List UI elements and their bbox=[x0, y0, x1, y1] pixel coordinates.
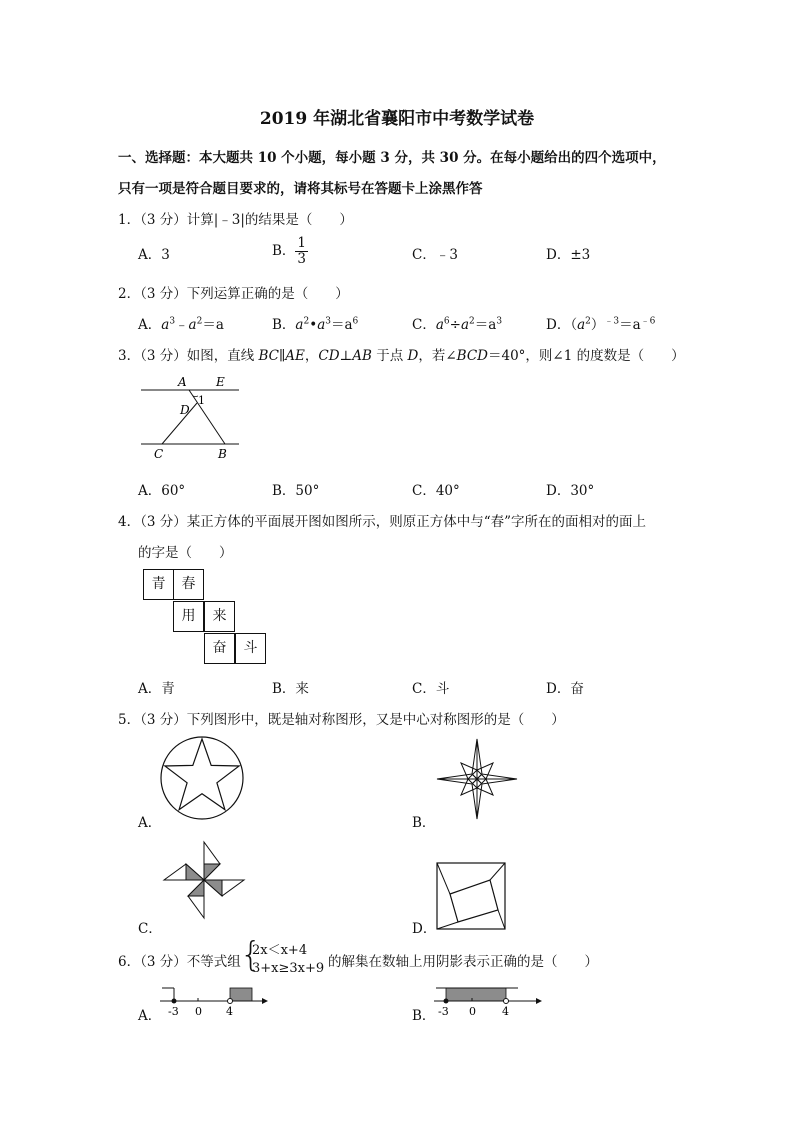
q1-option-b-label: B． bbox=[272, 243, 296, 259]
q4-stem-line2: 的字是（ ） bbox=[138, 545, 233, 561]
q4-option-b[interactable]: B．来 bbox=[272, 681, 309, 697]
q6b-axis-arrow bbox=[536, 998, 542, 1004]
q5d-line-3 bbox=[498, 910, 505, 929]
q5a-circle bbox=[161, 737, 243, 819]
q5a-star bbox=[165, 739, 239, 810]
q6-stem-prefix: 6．（3 分）不等式组 bbox=[118, 954, 241, 970]
q5-figure-d bbox=[436, 862, 508, 932]
q6a-axis-arrow bbox=[262, 998, 268, 1004]
q5d-line-2 bbox=[490, 863, 505, 880]
q4-cell-dou: 斗 bbox=[235, 633, 266, 664]
q5-option-a[interactable]: A． bbox=[138, 815, 162, 831]
q6a-shade bbox=[230, 988, 252, 1001]
q5c-blade-1-shade bbox=[204, 864, 220, 880]
q6a-point-neg3 bbox=[172, 999, 177, 1004]
page-title: 2019 年湖北省襄阳市中考数学试卷 bbox=[259, 109, 535, 129]
q6-stem-suffix: 的解集在数轴上用阴影表示正确的是（ ） bbox=[328, 954, 598, 970]
q6-inequality-1: 2x＜x+4 bbox=[252, 943, 308, 958]
q5-option-b[interactable]: B． bbox=[412, 815, 436, 831]
q3-figure bbox=[136, 372, 246, 464]
q5-figure-a bbox=[158, 734, 246, 822]
q2-option-c[interactable]: C．$a^6\div a^2=a^3$ bbox=[412, 316, 503, 333]
q5-option-c[interactable]: C． bbox=[138, 921, 162, 937]
q2-option-a[interactable]: A．$a^3﹣a^2=a$ bbox=[138, 316, 224, 333]
q5d-inner-square bbox=[450, 880, 498, 922]
q5d-line-1 bbox=[437, 863, 450, 894]
q6-brace: { bbox=[240, 935, 262, 975]
q3-label-a: A bbox=[178, 375, 187, 389]
q1-option-b[interactable] bbox=[272, 236, 308, 267]
q5-stem: 5．（3 分）下列图形中，既是轴对称图形，又是中心对称图形的是（ ） bbox=[118, 712, 565, 728]
q5c-blade-4-shade bbox=[186, 864, 204, 880]
q4-stem-line1: 4．（3 分）某正方体的平面展开图如图所示，则原正方体中与“春”字所在的面相对的面上 bbox=[118, 514, 647, 530]
q4-option-a[interactable]: A．青 bbox=[138, 681, 175, 697]
q6-inequality-2: 3+x≥3x+9 bbox=[252, 961, 325, 976]
q2-option-b[interactable]: B．$a^2•a^3=a^6$ bbox=[272, 316, 359, 333]
q3-label-b: B bbox=[218, 447, 227, 461]
q3-stem: 3．（3 分）如图，直线 BC∥AE，CD⊥AB 于点 D，若∠BCD＝40°，则∠1 的度数是（ ） bbox=[118, 348, 685, 364]
section-header-line2: 只有一项是符合题目要求的，请将其标号在答题卡上涂黑作答 bbox=[118, 181, 483, 197]
q6b-point-neg3 bbox=[444, 999, 449, 1004]
q3-option-d[interactable]: D．30° bbox=[546, 483, 595, 499]
q4-option-c[interactable]: C．斗 bbox=[412, 681, 450, 697]
q5c-blade-3-shade bbox=[188, 880, 204, 896]
q1-fraction: $\frac{1}{3}$ bbox=[297, 235, 307, 267]
q5-figure-b bbox=[435, 737, 519, 821]
q6-option-a[interactable]: A． bbox=[138, 1008, 162, 1024]
q2-stem: 2．（3 分）下列运算正确的是（ ） bbox=[118, 286, 349, 302]
q3-label-1: 1 bbox=[198, 394, 205, 407]
q5c-blade-2-shade bbox=[204, 880, 222, 896]
q5-option-d[interactable]: D． bbox=[412, 921, 437, 937]
q4-option-d[interactable]: D．奋 bbox=[546, 681, 584, 697]
q6-option-b[interactable]: B． bbox=[412, 1008, 436, 1024]
q6b-label-0: 0 bbox=[469, 1005, 476, 1018]
q5d-line-4 bbox=[437, 922, 458, 929]
q4-cell-qing: 青 bbox=[143, 569, 174, 600]
q4-cell-lai: 来 bbox=[204, 601, 235, 632]
q4-cell-yong: 用 bbox=[173, 601, 204, 632]
q3-option-a[interactable]: A．60° bbox=[138, 483, 186, 499]
q3-option-c[interactable]: C．40° bbox=[412, 483, 460, 499]
q3-label-e: E bbox=[216, 375, 225, 389]
section-header-line1: 一、选择题：本大题共 10 个小题，每小题 3 分，共 30 分。在每小题给出的四个选项中， bbox=[118, 150, 666, 166]
q3-option-b[interactable]: B．50° bbox=[272, 483, 320, 499]
q4-cell-fen: 奋 bbox=[204, 633, 235, 664]
q1-option-c[interactable]: C．﹣3 bbox=[412, 247, 458, 263]
q3-line-ab bbox=[189, 390, 225, 444]
q2-option-d[interactable]: D．$(a^2)^{﹣3}=a^{﹣6}$ bbox=[546, 316, 656, 333]
q3-label-d: D bbox=[180, 403, 190, 417]
q5-figure-c bbox=[162, 840, 246, 920]
q6a-label-4: 4 bbox=[226, 1005, 233, 1018]
q6b-label-4: 4 bbox=[502, 1005, 509, 1018]
q6b-shade bbox=[446, 988, 506, 1001]
q1-stem: 1．（3 分）计算|﹣3|的结果是（ ） bbox=[118, 212, 353, 228]
q6b-label-neg3: -3 bbox=[438, 1005, 449, 1018]
q4-cell-chun: 春 bbox=[173, 569, 204, 600]
q3-label-c: C bbox=[154, 447, 164, 461]
q6a-label-0: 0 bbox=[195, 1005, 202, 1018]
q1-option-a[interactable]: A．3 bbox=[138, 247, 170, 263]
q1-option-d[interactable]: D．±3 bbox=[546, 247, 591, 263]
q6-axis-b bbox=[432, 982, 542, 1018]
q6a-label-neg3: -3 bbox=[168, 1005, 179, 1018]
q6-axis-a bbox=[158, 982, 268, 1018]
q6a-point-4 bbox=[228, 999, 233, 1004]
q6b-point-4 bbox=[504, 999, 509, 1004]
